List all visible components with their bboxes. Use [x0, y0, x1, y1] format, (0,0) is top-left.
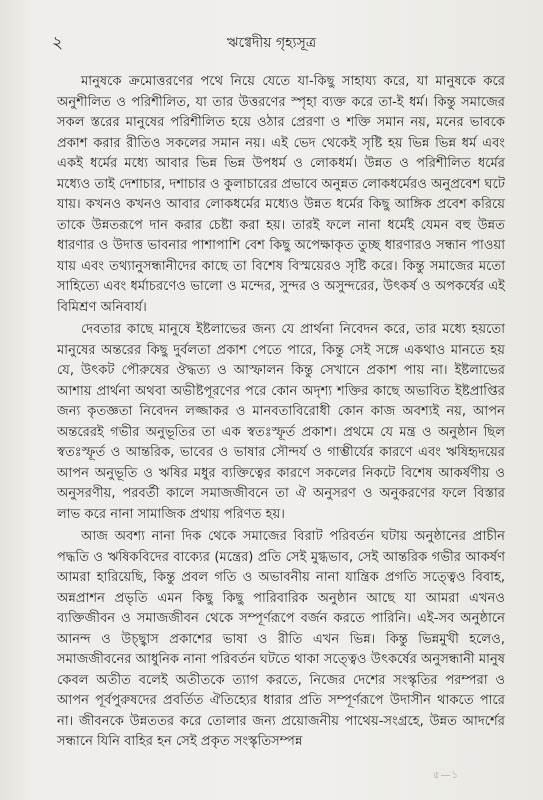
paragraph: আজ অবশ্য নানা দিক থেকে সমাজের বিরাট পরিবর্তন ঘটায় অনুষ্ঠানের প্রাচীন পদ্ধতি ও ঋষিকবিদের বাক্যের (মন্ত্রের) প্রতি সেই মুগ্ধভাব, সেই আন্তরিক গভীর আকর্ষণ আমরা হারিয়েছি, কিন্তু প্রবল গতি ও অভাবনীয় নানা যান্ত্রিক প্রগতি সত্ত্বেও বিবাহ, অন্নপ্রাশন প্রভৃতি এমন কিছু কিছু পারিবারিক অনুষ্ঠান আছে যা আমরা এখনও ব্যক্তিজীবন ও সমাজজীবন থেকে সম্পূর্ণরূপে বর্জন করতে পারিনি। এই-সব অনুষ্ঠানে আনন্দ ও উচ্ছ্বাস প্রকাশের ভাষা ও রীতি এখন ভিন্ন। কিন্তু ভিন্নমুখী হলেও, সমাজজীবনের আধুনিক নানা পরিবর্তন ঘটতে থাকা সত্ত্বেও উৎকর্ষের অনুসন্ধানী মানুষ কেবল অতীত বলেই অতীতকে ত্যাগ করতে, নিজের দেশের সংস্কৃতির পরম্পরা ও আপন পূর্বপুরুষদের প্রবর্তিত ঐতিহ্যের ধারার প্রতি সম্পূর্ণরূপে উদাসীন থাকতে পারে না। জীবনকে উন্নততর করে তোলার জন্য প্রয়োজনীয় পাথেয়-সংগ্রহে, উন্নত আদর্শের সন্ধানে যিনি বাহির হন সেই প্রকৃত সংস্কৃতিসম্পন্ন [57, 529, 505, 749]
page-number: ২ [52, 33, 64, 53]
signature-mark: ৫—১ [433, 770, 459, 781]
running-title: ঋগ্বেদীয় গৃহ্যসূত্র [226, 35, 317, 51]
paragraph: মানুষকে ক্রমোত্তরণের পথে নিয়ে যেতে যা-কিছু সাহায্য করে, যা মানুষকে করে অনুশীলিত ও পরিশীলিত, যা তার উত্তরণের স্পৃহা ব্যক্ত করে তা-ই ধর্ম। কিন্তু সমাজের সকল স্তরের মানুষের পরিশীলিত হয়ে ওঠার প্রেরণা ও শক্তি সমান নয়, মনের ভাবকে প্রকাশ করার রীতিও সকলের সমান নয়। এই ভেদ থেকেই সৃষ্টি হয় ভিন্ন ভিন্ন ধর্ম এবং একই ধর্মের মধ্যে আবার ভিন্ন ভিন্ন উপধর্ম ও লোকধর্ম। উন্নত ও পরিশীলিত ধর্মের মধ্যেও তাই দেশাচার, দশাচার ও কুলাচারের প্রভাবে অনুন্নত লোকধর্মেরও অনুপ্রবেশ ঘটে যায়। কখনও কখনও আবার লোকধর্মের মধ্যেও উন্নত ধর্মের কিছু আঙ্গিক প্রবেশ করিয়ে তাকে উন্নতরূপে দান করার চেষ্টা করা হয়। তারই ফলে নানা ধর্মেই যেমন বহু উন্নত ধারণার ও উদাত্ত ভাবনার পাশাপাশি বেশ কিছু অপেক্ষাকৃত তুচ্ছ ধারণারও সন্ধান পাওয়া যায় এবং তথ্যানুসন্ধানীদের কাছে তা বিশেষ বিস্ময়েরও সৃষ্টি করে। কিন্তু সমাজের মতো সাহিত্যে এবং ধর্মাচরণেও ভালো ও মন্দের, সুন্দর ও অসুন্দরের, উৎকর্ষ ও অপকর্ষের এই বিমিশ্রণ অনিবার্য। [57, 74, 505, 315]
body-text [57, 72, 505, 753]
paragraph: দেবতার কাছে মানুষে ইষ্টলাভের জন্য যে প্রার্থনা নিবেদন করে, তার মধ্যে হয়তো মানুষের অন্তরের কিছু দুর্বলতা প্রকাশ পেতে পারে, কিন্তু সেই সঙ্গে একথাও মানতে হয় যে, উৎকট পৌরুষের ঔদ্ধত্য ও আস্ফালন কিন্তু সেখানে প্রকাশ পায় না। ইষ্টলাভের আশায় প্রার্থনা অথবা অভীষ্টপূরণের পরে কোন অদৃশ্য শক্তির কাছে অভাবিত ইষ্টপ্রাপ্তির জন্য কৃতজ্ঞতা নিবেদন লজ্জাকর ও মানবতাবিরোধী কোন কাজ অবশ্যই নয়, আপন অন্তরেরই গভীর অনুভূতির তা এক স্বতঃস্ফূর্ত প্রকাশ। প্রথমে যে মন্ত্র ও অনুষ্ঠান ছিল স্বতঃস্ফূর্ত ও আন্তরিক, ভাবের ও ভাষার সৌন্দর্য ও গাম্ভীর্যের কারণে এবং ঋষিহৃদয়ের আপন অনুভূতি ও ঋষির মধুর ব্যক্তিত্বের কারণে সকলের নিকটে বিশেষ আকর্ষণীয় ও অনুসরণীয়, পরবর্তী কালে সমাজজীবনে তা ঐ অনুসরণ ও অনুকরণের ফলে বিস্তার লাভ করে নানা সামাজিক প্রথায় পরিণত হয়। [57, 322, 505, 522]
page-header [0, 30, 543, 54]
